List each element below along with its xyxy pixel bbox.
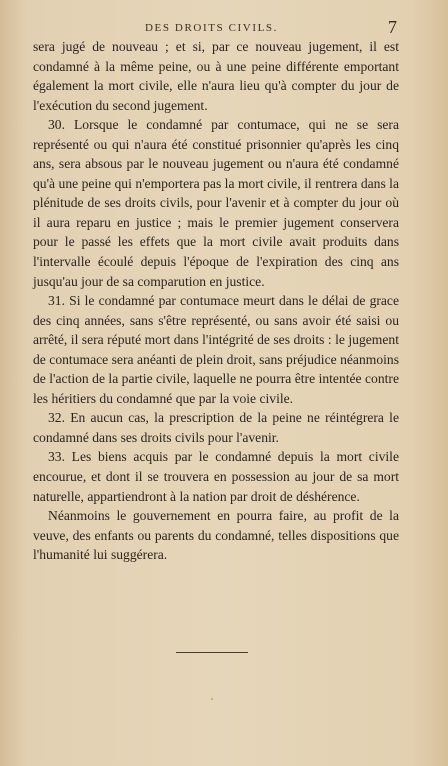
article-33: 33. Les biens acquis par le condamné depuis la mort civile encourue, et dont il se trouvera en possession au jour de sa mort naturelle, appartiendront à la nation par droit de déshérence. (33, 449, 399, 504)
page-number: 7 (388, 17, 397, 37)
body-text (33, 37, 399, 565)
article-31: 31. Si le condamné par contumace meurt dans le délai de grace des cinq années, sans s'être représenté, ou sans avoir été saisi ou arrêté, il sera réputé mort dans l'intégrité de ses droits : le jugement de contumace sera anéanti de plein droit, sans préjudice néanmoins de l'action de la partie civile, laquelle ne pourra être intentée contre les héritiers du condamné que par la voie civile. (33, 293, 399, 406)
article-30: 30. Lorsque le condamné par contumace, qui ne se sera représenté ou qui n'aura été constitué prisonnier qu'après les cinq ans, sera absous par le nouveau jugement ou n'aura été condamné qu'à une peine qui n'emportera pas la mort civile, il rentrera dans la plénitude de ses droits civils, pour l'avenir et à compter du jour où il aura reparu en justice ; mais le premier jugement conservera pour le passé les effets que la mort civile avait produits dans l'intervalle écoulé depuis l'époque de l'expiration des cinq ans jusqu'au jour de sa comparution en justice. (33, 117, 399, 289)
article-32: 32. En aucun cas, la prescription de la peine ne réintégrera le condamné dans ses droits civils pour l'avenir. (33, 410, 399, 445)
closing-paragraph: Néanmoins le gouvernement en pourra faire, au profit de la veuve, des enfants ou parents du condamné, telles dispositions que l'humanité lui suggérera. (33, 508, 399, 563)
paragraph-continuation: sera jugé de nouveau ; et si, par ce nouveau jugement, il est condamné à la même peine, ou à une peine différente emportant également la mort civile, elle n'aura lieu qu'à compter du jour de l'exécution du second jugement. (33, 39, 399, 113)
running-head: DES DROITS CIVILS. (145, 22, 278, 34)
paper-speck (211, 698, 213, 700)
section-divider (176, 652, 248, 653)
page-header (0, 17, 448, 38)
